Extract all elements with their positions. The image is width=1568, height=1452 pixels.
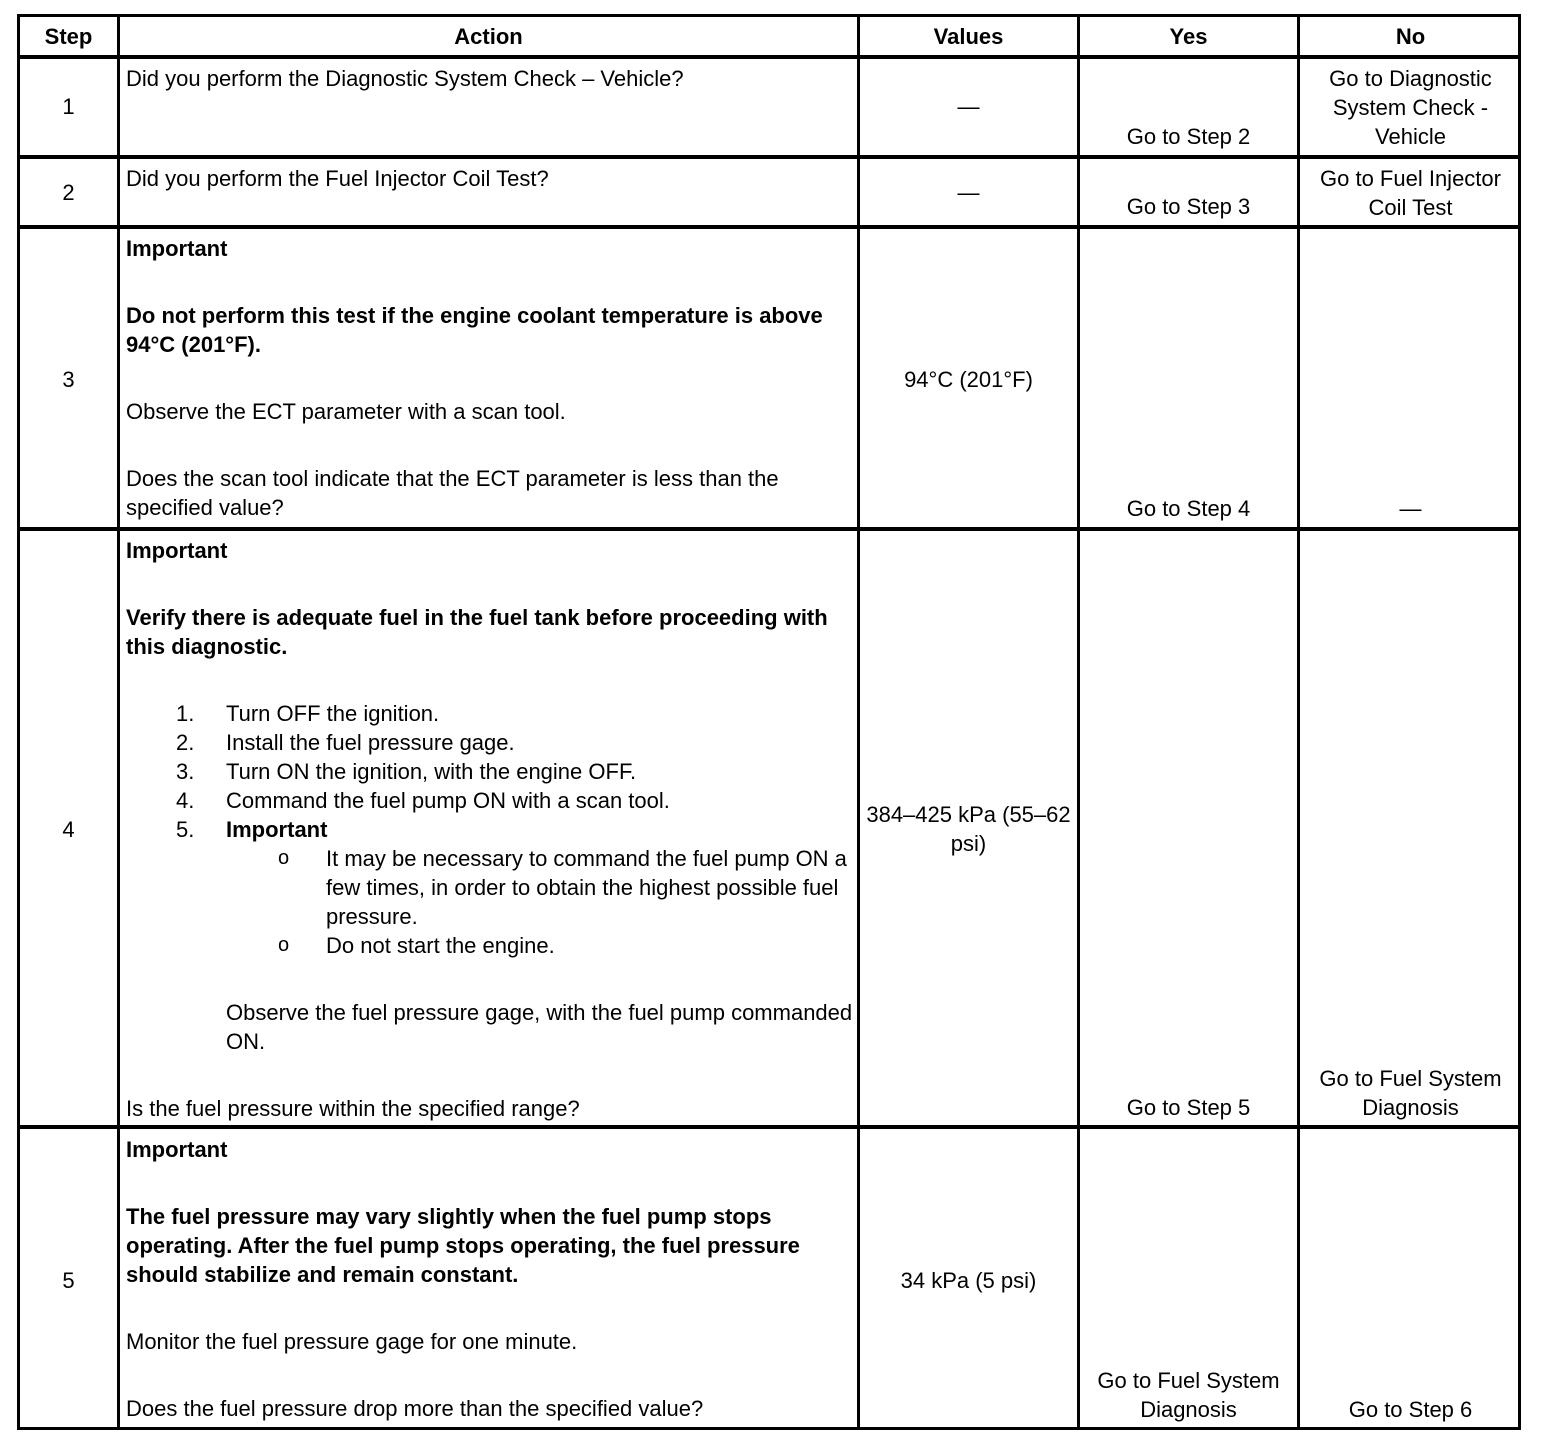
- step-number: 5: [62, 1268, 75, 1293]
- no-link[interactable]: Go to Fuel Injector Coil Test: [1320, 166, 1501, 220]
- header-yes: Yes: [1169, 24, 1208, 49]
- procedure-step: 2. Install the fuel pressure gage.: [176, 730, 515, 755]
- value-cell: 34 kPa (5 psi): [900, 1268, 1037, 1293]
- header-step: Step: [44, 24, 93, 49]
- observe-instruction: Observe the fuel pressure gage, with the fuel pump commanded ON.: [226, 1000, 853, 1054]
- action-instruction: Monitor the fuel pressure gage for one minute.: [126, 1329, 578, 1354]
- sub-item: o It may be necessary to command the fuel pump ON a few times, in order to obtain the highest possible fuel pressure.: [278, 846, 847, 929]
- header-values: Values: [933, 24, 1004, 49]
- procedure-step: 3. Turn ON the ignition, with the engine OFF.: [176, 759, 637, 784]
- yes-link[interactable]: Go to Step 2: [1126, 124, 1251, 149]
- action-question: Did you perform the Fuel Injector Coil Test?: [126, 166, 549, 191]
- grid-line: [20, 225, 1518, 229]
- action-cell: [126, 234, 851, 522]
- value-cell: 94°C (201°F): [904, 367, 1033, 392]
- step-number: 3: [62, 367, 75, 392]
- sub-item: o Do not start the engine.: [278, 933, 555, 958]
- important-note: Do not perform this test if the engine coolant temperature is above 94°C (201°F).: [126, 303, 823, 357]
- step-number: 1: [62, 94, 75, 119]
- action-question: Does the scan tool indicate that the ECT parameter is less than the specified value?: [126, 466, 779, 520]
- important-note: Verify there is adequate fuel in the fuel tank before proceeding with this diagnostic.: [126, 605, 828, 659]
- grid-line: [20, 155, 1518, 159]
- procedure-step: 1. Turn OFF the ignition.: [176, 701, 440, 726]
- no-link: —: [1399, 496, 1422, 521]
- yes-link[interactable]: Go to Step 3: [1126, 194, 1251, 219]
- yes-link[interactable]: Go to Fuel System Diagnosis: [1097, 1368, 1280, 1422]
- yes-link[interactable]: Go to Step 4: [1126, 496, 1251, 521]
- value-cell: 384–425 kPa (55–62 psi): [866, 802, 1071, 856]
- procedure-step: 4. Command the fuel pump ON with a scan tool.: [176, 788, 670, 813]
- sub-list: [226, 844, 856, 960]
- diagnostic-table: [17, 14, 1521, 1430]
- value-cell: —: [957, 94, 980, 119]
- header-no: No: [1395, 24, 1426, 49]
- important-label: Important: [126, 538, 228, 563]
- action-question: Is the fuel pressure within the specified range?: [126, 1096, 580, 1121]
- important-label: Important: [126, 236, 228, 261]
- step-number: 4: [62, 817, 75, 842]
- action-question: Did you perform the Diagnostic System Check – Vehicle?: [126, 66, 684, 91]
- value-cell: —: [957, 180, 980, 205]
- action-cell: [126, 536, 856, 1123]
- procedure-list: [126, 699, 856, 960]
- action-cell: [126, 1135, 851, 1423]
- important-label: Important: [126, 1137, 228, 1162]
- header-action: Action: [454, 24, 523, 49]
- grid-line: [20, 1125, 1518, 1129]
- no-link[interactable]: Go to Step 6: [1348, 1397, 1473, 1422]
- no-link[interactable]: Go to Diagnostic System Check - Vehicle: [1329, 66, 1492, 149]
- grid-line: [20, 527, 1518, 531]
- action-question: Does the fuel pressure drop more than the specified value?: [126, 1396, 704, 1421]
- procedure-step: 5. Important o It may be necessary to command the fuel pump ON a few times, in order to obtain the highest possible fuel pressure. o Do not start the engine.: [126, 815, 856, 960]
- no-link[interactable]: Go to Fuel System Diagnosis: [1319, 1066, 1502, 1120]
- action-instruction: Observe the ECT parameter with a scan tool.: [126, 399, 566, 424]
- important-note: The fuel pressure may vary slightly when the fuel pump stops operating. After the fuel pump stops operating, the fuel pressure should stabilize and remain constant.: [126, 1204, 800, 1287]
- grid-line: [20, 55, 1518, 59]
- step-number: 2: [62, 180, 75, 205]
- yes-link[interactable]: Go to Step 5: [1126, 1095, 1251, 1120]
